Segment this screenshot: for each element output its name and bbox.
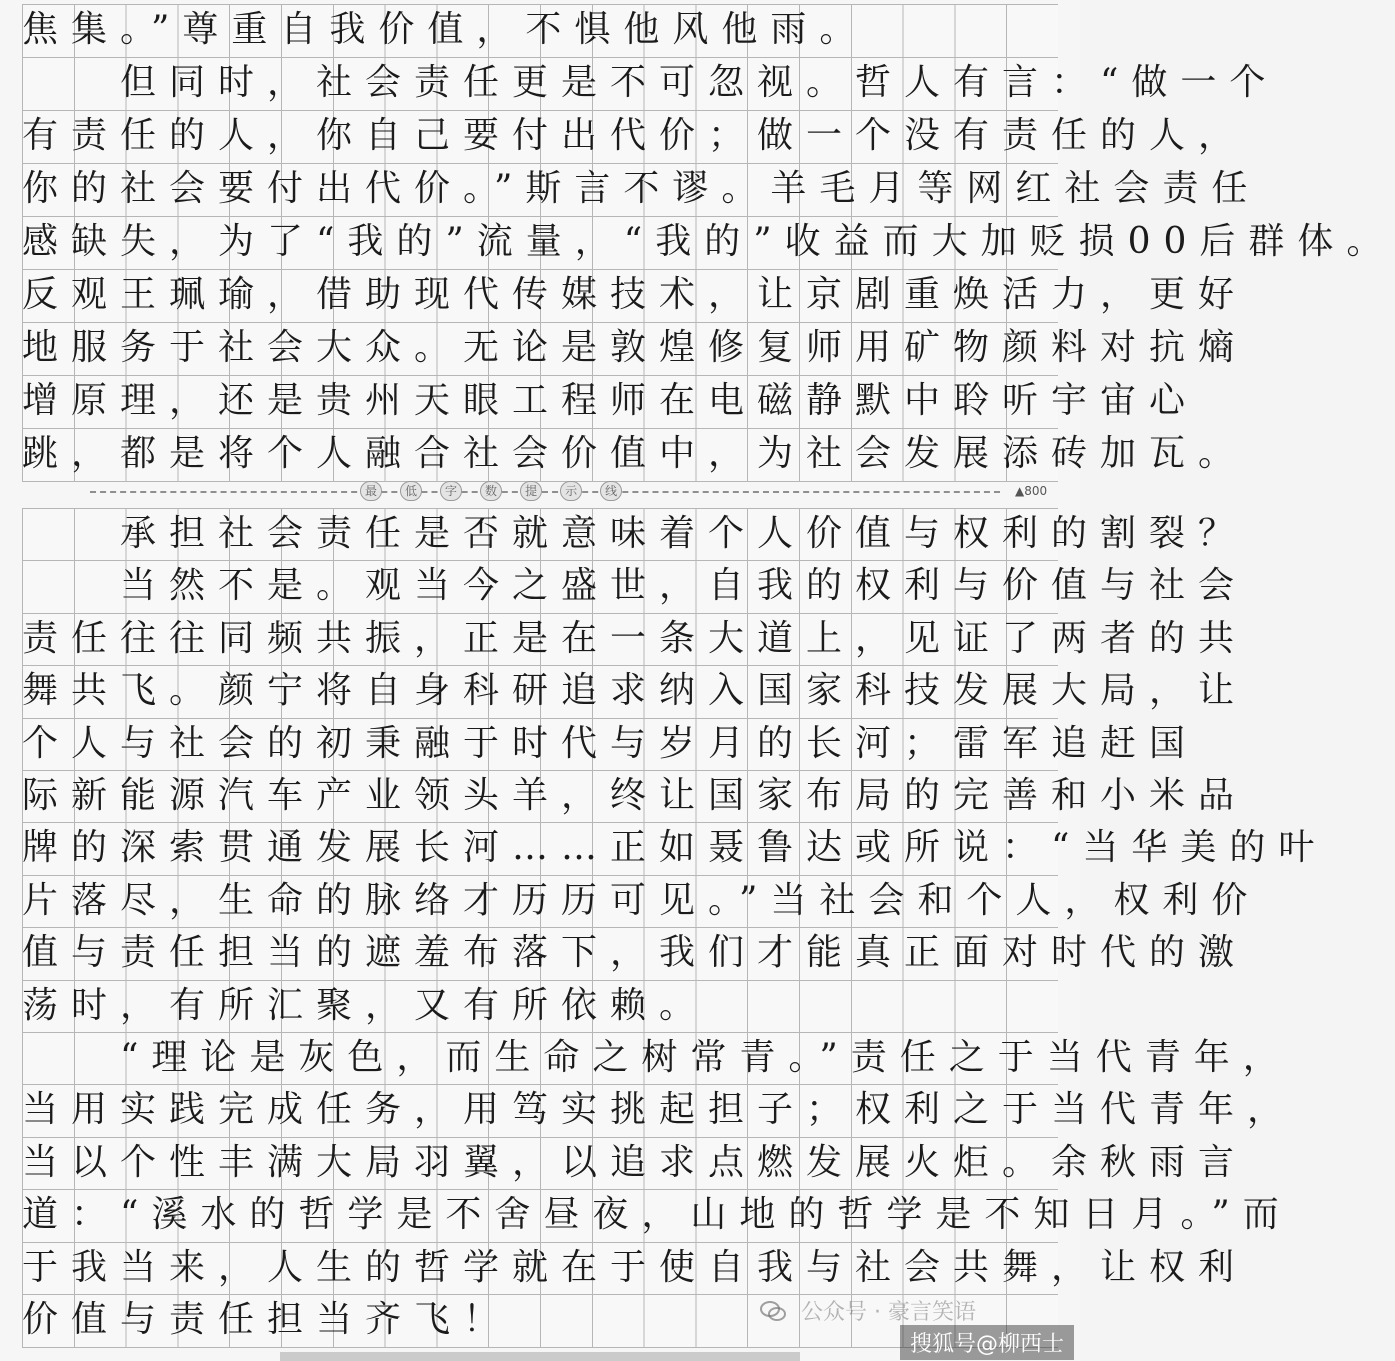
essay-line: 跳，都是将个人融合社会价值中，为社会发展添砖加瓦。 (22, 433, 1248, 474)
bottom-print-strip (280, 1352, 800, 1361)
essay-line: 有责任的人，你自己要付出代价；做一个没有责任的人， (22, 115, 1248, 156)
min-word-count-line (90, 485, 1000, 499)
essay-line: “理论是灰色，而生命之树常青。”责任之于当代青年， (22, 1037, 1292, 1078)
essay-line: 地服务于社会大众。无论是敦煌修复师用矿物颜料对抗熵 (22, 327, 1248, 368)
wechat-watermark-text: 公众号 · 豪言笑语 (801, 1300, 976, 1325)
essay-line: 你的社会要付出代价。”斯言不谬。羊毛月等网红社会责任 (22, 168, 1261, 209)
divider-char: 字 (440, 481, 462, 501)
essay-line: 舞共飞。颜宁将自身科研追求纳入国家科技发展大局，让 (22, 670, 1248, 712)
divider-char: 最 (360, 481, 382, 501)
divider-char: 示 (560, 481, 582, 501)
essay-line: 当用实践完成任务，用笃实挑起担子；权利之于当代青年， (22, 1089, 1297, 1131)
essay-line: 感缺失，为了“我的”流量，“我的”收益而大加贬损00后群体。 (22, 221, 1395, 262)
essay-line: 反观王珮瑜，借助现代传媒技术，让京剧重焕活力，更好 (22, 274, 1248, 315)
essay-line: 值与责任担当的遮羞布落下，我们才能真正面对时代的激 (22, 932, 1248, 974)
essay-line: 承担社会责任是否就意味着个人价值与权利的割裂？ (22, 513, 1248, 554)
essay-line: 际新能源汽车产业领头羊，终让国家布局的完善和小米品 (22, 775, 1248, 816)
essay-line: 当然不是。观当今之盛世，自我的权利与价值与社会 (22, 565, 1248, 607)
wechat-watermark (760, 1295, 976, 1326)
essay-line: 牌的深索贯通发展长河……正如聂鲁达或所说：“当华美的叶 (22, 827, 1328, 869)
divider-char: 线 (600, 481, 622, 501)
divider-label (360, 481, 622, 501)
essay-line: 增原理，还是贵州天眼工程师在电磁静默中聆听宇宙心 (22, 380, 1199, 421)
sohu-watermark: 搜狐号@柳西士 (900, 1325, 1074, 1360)
word-count-marker: ▲800 (1015, 484, 1048, 498)
essay-line: 责任往往同频共振，正是在一条大道上，见证了两者的共 (22, 617, 1248, 659)
essay-line: 焦集。”尊重自我价值，不惧他风他雨。 (22, 9, 869, 50)
divider-char: 提 (520, 481, 542, 501)
essay-line: 于我当来，人生的哲学就在于使自我与社会共舞，让权利 (22, 1246, 1248, 1288)
essay-line: 个人与社会的初秉融于时代与岁月的长河；雷军追赶国 (22, 722, 1199, 764)
wechat-icon (760, 1300, 786, 1322)
divider-char: 数 (480, 481, 502, 501)
essay-line: 道：“溪水的哲学是不舍昼夜，山地的哲学是不知日月。”而 (22, 1194, 1292, 1236)
essay-line: 片落尽，生命的脉络才历历可见。”当社会和个人，权利价 (22, 879, 1261, 921)
essay-line: 但同时，社会责任更是不可忽视。哲人有言：“做一个 (22, 62, 1279, 103)
essay-line: 当以个性丰满大局羽翼，以追求点燃发展火炬。余秋雨言 (22, 1141, 1248, 1183)
essay-line: 荡时，有所汇聚，又有所依赖。 (22, 984, 709, 1026)
essay-line: 价值与责任担当齐飞！ (22, 1299, 513, 1340)
divider-char: 低 (400, 481, 422, 501)
